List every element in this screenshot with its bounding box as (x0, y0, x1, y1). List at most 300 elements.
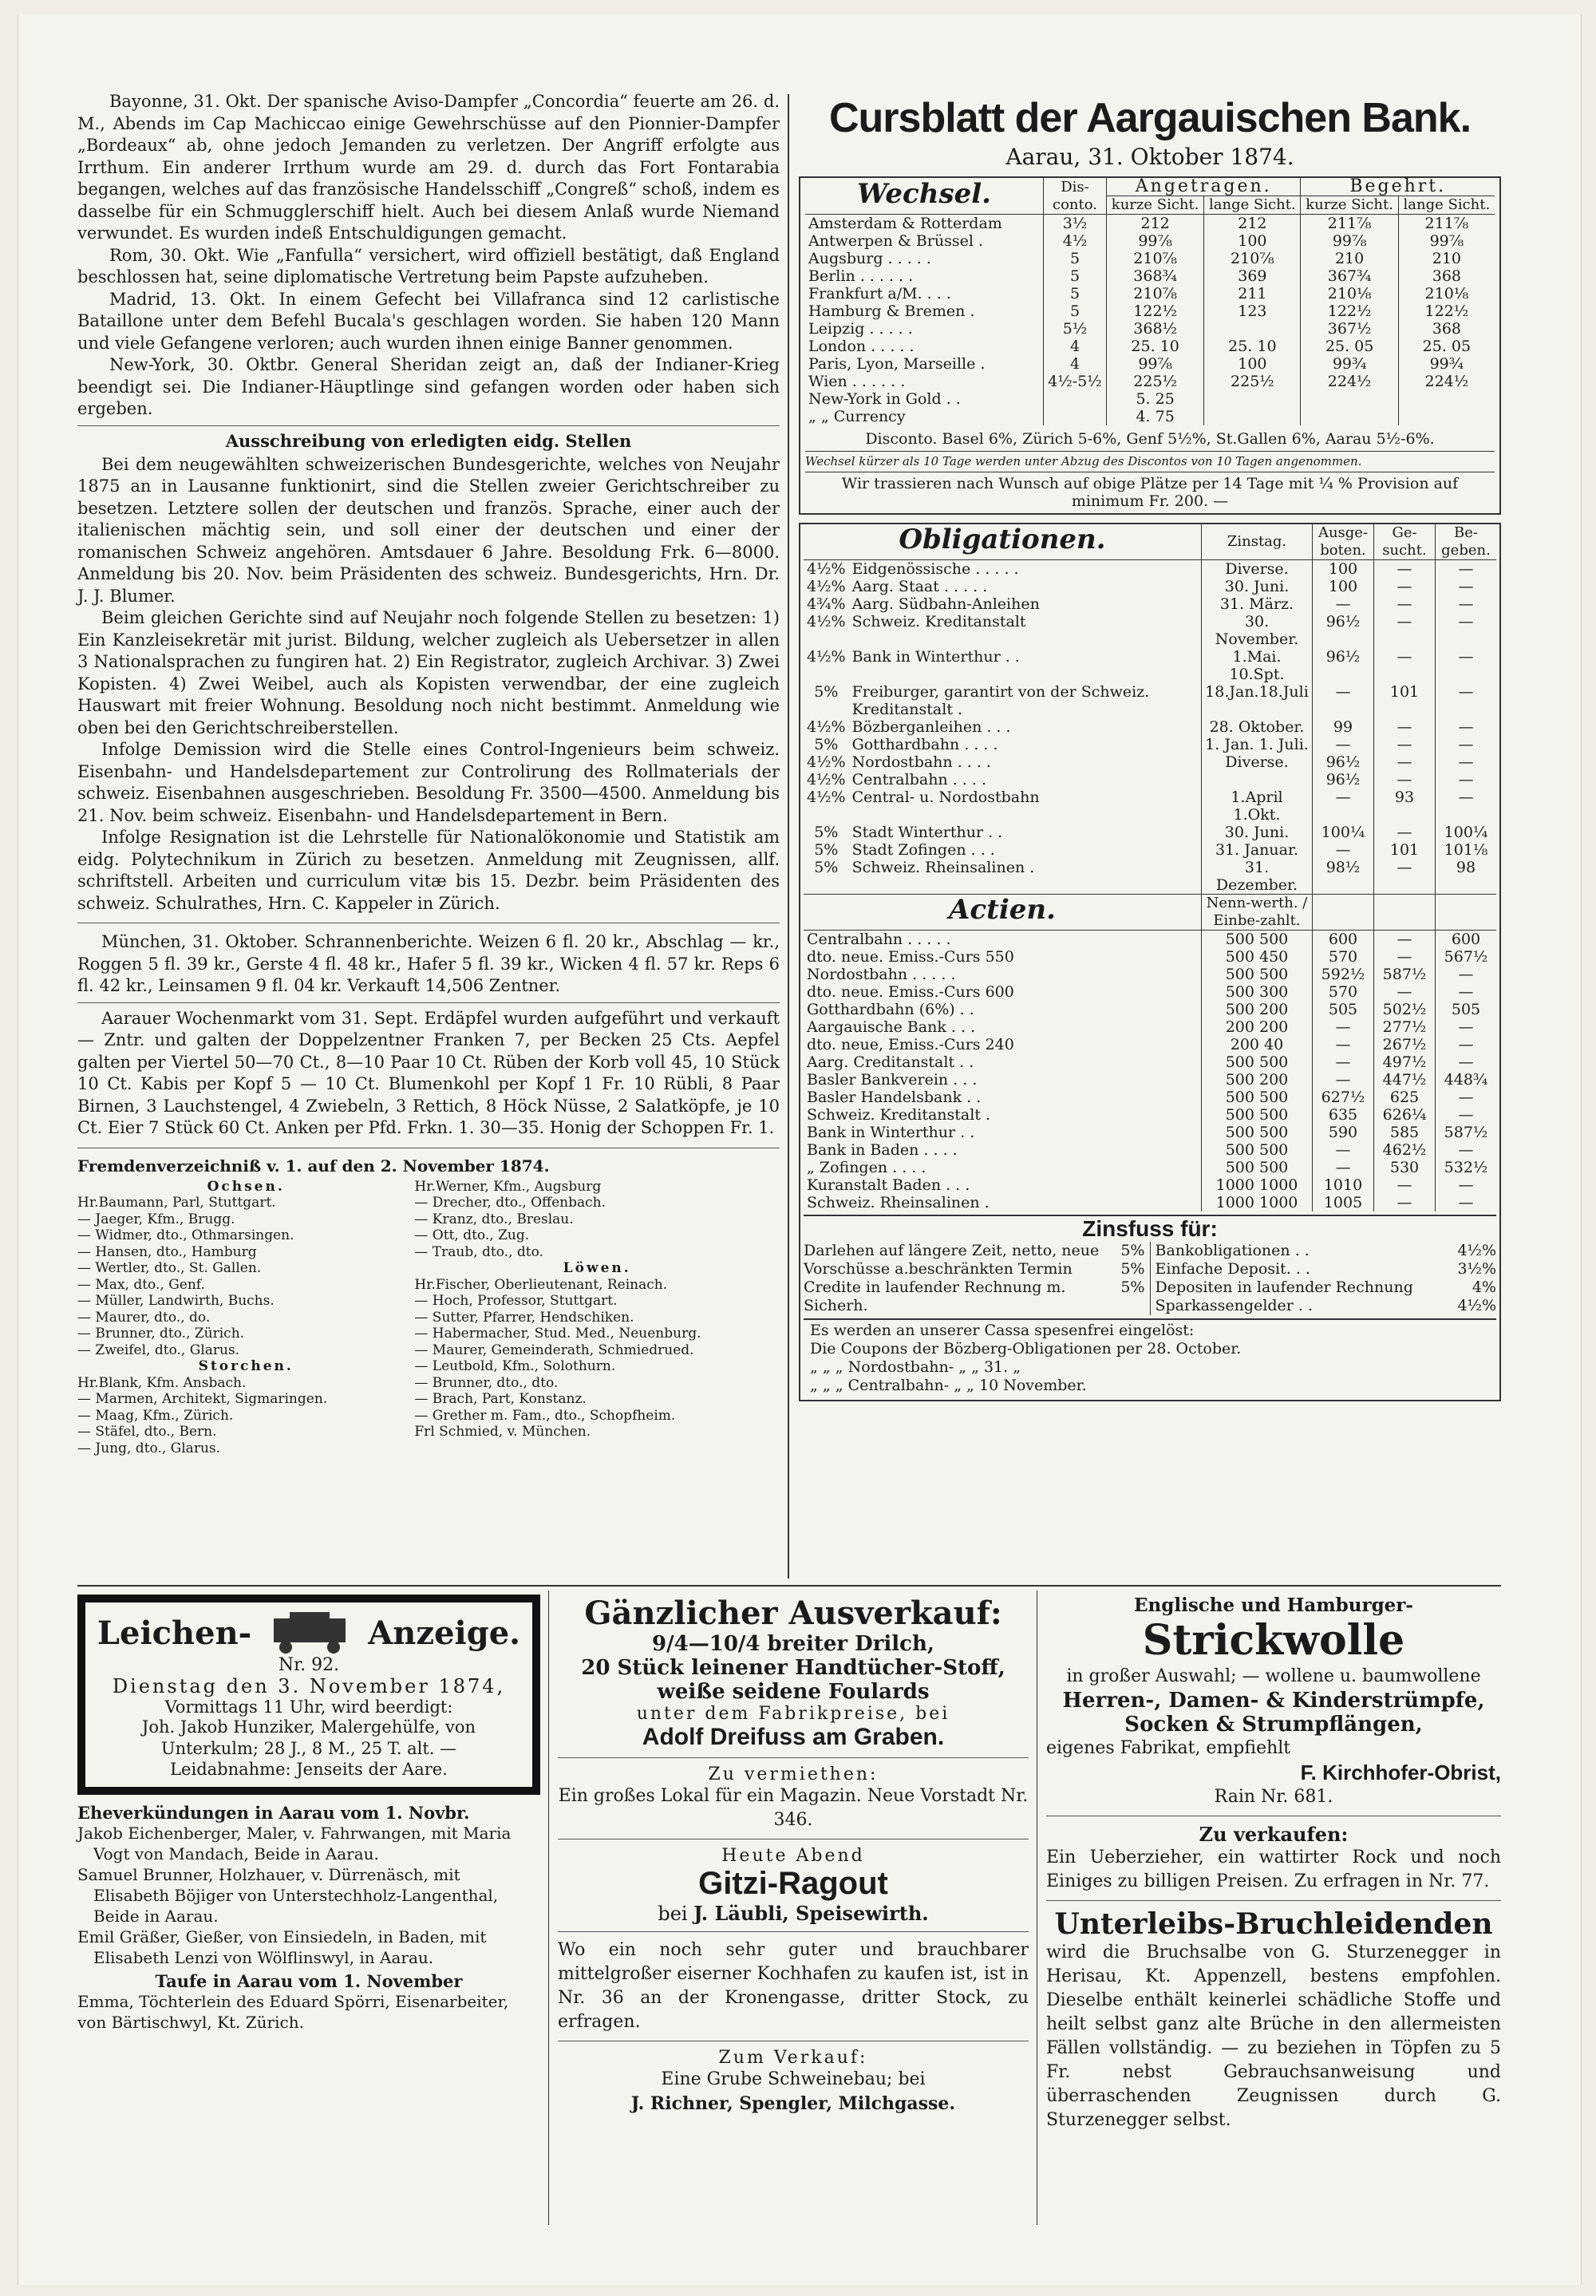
list-item: — Marmen, Architekt, Sigmaringen. (77, 1391, 328, 1407)
table-cell: — (1374, 1194, 1436, 1211)
ads-right (1046, 1595, 1501, 2132)
strick-line: Socken & Strumpflängen, (1124, 1713, 1423, 1737)
table-cell: 505 (1436, 1001, 1497, 1018)
fremden-left (77, 1179, 414, 1457)
table-cell: Aargauische Bank . . . (807, 1018, 976, 1036)
table-cell: 590 (1313, 1124, 1374, 1141)
cassa-line: Es werden an unserer Cassa spesenfrei eingelöst: (810, 1322, 1195, 1339)
table-row (805, 302, 1495, 320)
table-cell (1301, 390, 1398, 408)
bruch-text: wird die Bruchsalbe von G. Sturzenegger in Herisau, Kt. Appenzell, bestens empfohlen. Dieselbe enthält keinerlei schädliche Stoffe und heilt selbst ganz alte Brüche in den allermeisten Fällen vollständig. — zu beziehen in Töpfen zu 5 Fr. nebst Gebrauchsanweisung und überraschenden Zeugnissen durch G. Sturzenegger selbst. (1046, 1942, 1501, 2130)
table-row (804, 1018, 1496, 1036)
list-item: — Brunner, dto., Zürich. (77, 1326, 245, 1342)
list-item: — Brunner, dto., dto. (414, 1374, 559, 1391)
table-cell: 4 (1044, 338, 1107, 355)
table-cell: 497½ (1374, 1053, 1436, 1071)
table-cell: Amsterdam & Rotterdam (808, 215, 1002, 232)
table-cell: 502½ (1374, 1001, 1436, 1018)
gitzi-bei: bei (658, 1903, 688, 1925)
table-cell: 585 (1374, 1124, 1436, 1141)
table-cell: 4½% (807, 613, 846, 630)
ausverkauf-line: 20 Stück leinener Handtücher-Stoff, (581, 1656, 1005, 1680)
table-cell: — (1436, 966, 1497, 983)
table-cell: 101 (1374, 841, 1436, 859)
table-cell: — (1313, 1053, 1374, 1071)
table-cell: 1.April 1.Okt. (1202, 788, 1313, 824)
zumverkauf-title: Zum Verkauf: (718, 2048, 868, 2068)
ausverkauf-title: Gänzlicher Ausverkauf: (584, 1595, 1002, 1632)
table-cell: 267½ (1374, 1036, 1436, 1053)
table-cell: 25. 05 (1301, 338, 1398, 355)
table-cell: 5% (814, 859, 839, 876)
zumverkauf-text: Eine Grube Schweinebau; bei (661, 2069, 926, 2089)
table-cell: — (1374, 824, 1436, 841)
table-cell: — (1436, 771, 1497, 788)
zins-value: 4% (1472, 1278, 1496, 1296)
table-cell: 500 450 (1202, 948, 1313, 966)
table-cell: 3½ (1044, 215, 1107, 233)
list-item: — Stäfel, dto., Bern. (77, 1424, 217, 1440)
table-cell: 1.Mai. 10.Spt. (1202, 648, 1313, 683)
table-cell: — (1436, 560, 1497, 579)
list-item: — Widmer, dto., Othmarsingen. (77, 1227, 294, 1243)
table-cell: — (1436, 578, 1497, 595)
ausschreibung-p4: Infolge Resignation ist die Lehrstelle für Nationalökonomie und Statistik am eidg. Polytechnikum in Zürich zu besetzen. Anmeldung mit Zeugnissen, allf. schriftstell. Arbeiten und curriculum vitæ bis 15. Dezbr. beim Präsidenten des schweiz. Schulrathes, Hrn. C. Kappeler in Zürich. (77, 828, 780, 913)
newspaper-page (18, 14, 1582, 2285)
table-row (805, 232, 1495, 250)
table-cell: 99⅞ (1107, 232, 1204, 250)
table-cell: 1. Jan. 1. Juli. (1202, 736, 1313, 753)
list-item: — Habermacher, Stud. Med., Neuenburg. (414, 1326, 701, 1342)
table-cell: Schweiz. Kreditanstalt (851, 613, 1026, 630)
strick-line: in großer Auswahl; — wollene u. baumwollene (1066, 1666, 1481, 1686)
table-cell (1204, 408, 1301, 425)
gitzi-title: Gitzi-Ragout (698, 1866, 888, 1901)
table-cell: 277½ (1374, 1018, 1436, 1036)
table-cell: — (1313, 1141, 1374, 1159)
table-cell: Aarg. Südbahn-Anleihen (851, 595, 1040, 613)
ochsen-list (77, 1195, 414, 1358)
table-cell: 5. 25 (1107, 390, 1204, 408)
table-cell: 99 (1313, 718, 1374, 736)
table-cell: — (1313, 1036, 1374, 1053)
table-cell: — (1313, 788, 1374, 824)
table-cell: — (1374, 560, 1436, 579)
table-cell: 31. März. (1202, 595, 1313, 613)
table-row (804, 1176, 1496, 1194)
table-cell: 30. Juni. (1202, 578, 1313, 595)
table-cell: 101⅛ (1436, 841, 1497, 859)
table-cell: Nordostbahn . . . . . (807, 966, 956, 983)
table-cell: 96½ (1313, 771, 1374, 788)
ehever-title: Eheverkündungen in Aarau vom 1. Novbr. (77, 1803, 470, 1823)
table-cell: 210⅞ (1107, 250, 1204, 267)
disconto-line: Disconto. Basel 6%, Zürich 5-6%, Genf 5½%, St.Gallen 6%, Aarau 5½-6%. (865, 430, 1435, 448)
list-item: Frl Schmied, v. München. (414, 1424, 591, 1440)
table-cell: 100 (1313, 560, 1374, 579)
table-cell: 600 (1313, 931, 1374, 949)
table-row (804, 841, 1496, 859)
ausverkauf-line: 9/4—10/4 breiter Drilch, (652, 1632, 934, 1656)
table-cell: 4¾% (807, 595, 846, 613)
table-cell (1398, 390, 1495, 408)
table-cell: Aarg. Staat . . . . . (851, 578, 988, 595)
table-cell: 5% (814, 841, 839, 859)
table-cell: 587½ (1374, 966, 1436, 983)
table-cell: — (1436, 1036, 1497, 1053)
table-cell (1044, 408, 1107, 425)
column-divider (788, 94, 789, 1579)
leichen-nr: Nr. 92. (278, 1655, 340, 1675)
table-cell: 500 500 (1202, 1106, 1313, 1124)
leichen-name: Joh. Jakob Hunziker, Malergehülfe, von Unterkulm; 28 J., 8 M., 25 T. alt. — (141, 1717, 476, 1758)
ausverkauf-line: unter dem Fabrikpreise, bei (636, 1704, 950, 1724)
zins-value: 5% (1120, 1242, 1145, 1259)
table-cell: 5 (1044, 285, 1107, 302)
table-cell: 368 (1398, 320, 1495, 338)
table-cell: Bank in Winterthur . . (851, 648, 1020, 666)
table-cell: 592½ (1313, 966, 1374, 983)
table-row (804, 983, 1496, 1001)
table-row (804, 1071, 1496, 1089)
table-cell: 100 (1204, 232, 1301, 250)
gitzi-who: J. Läubli, Speisewirth. (693, 1902, 929, 1925)
table-cell: New-York in Gold . . (808, 390, 961, 408)
table-cell (1202, 771, 1313, 788)
hearse-icon (266, 1610, 354, 1655)
table-row (804, 1053, 1496, 1071)
ausschreibung-p3: Infolge Demission wird die Stelle eines Control-Ingenieurs beim schweiz. Eisenbahn- und Handelsdepartement zur Controlirung des Rollmaterials der schweiz. Eisenbahnen ausgeschrieben. Besoldung Fr. 3500—4500. Anmeldung bis 21. Nov. beim schweiz. Eisenbahn- und Handelsdepartement in Bern. (77, 740, 780, 825)
table-row (804, 1001, 1496, 1018)
table-cell: Stadt Zofingen . . . (851, 841, 995, 859)
wechsel-note: Wechsel kürzer als 10 Tage werden unter Abzug des Discontos von 10 Tagen angenommen. (805, 451, 1495, 468)
trassieren-note: Wir trassieren nach Wunsch auf obige Plätze per 14 Tage mit ¼ % Provision auf minimum Fr. 200. — (805, 472, 1495, 510)
table-row (804, 1106, 1496, 1124)
wechsel-table (805, 178, 1495, 425)
table-row (804, 1141, 1496, 1159)
table-cell (1398, 408, 1495, 425)
table-cell: — (1374, 718, 1436, 736)
list-item: — Drecher, dto., Offenbach. (414, 1195, 606, 1211)
table-cell: 96½ (1313, 613, 1374, 648)
list-item: Hr.Blank, Kfm. Ansbach. (77, 1374, 247, 1391)
table-cell: 211⅞ (1398, 215, 1495, 233)
table-row (804, 736, 1496, 753)
table-cell: 500 500 (1202, 931, 1313, 949)
zumverkauf-who: J. Richner, Spengler, Milchgasse. (630, 2093, 956, 2114)
table-row (804, 578, 1496, 595)
table-cell: London . . . . . (808, 338, 915, 355)
bruch-title: Unterleibs-Bruchleidenden (1054, 1907, 1493, 1941)
table-cell: Centralbahn . . . . (851, 771, 986, 788)
table-row (804, 948, 1496, 966)
table-row (804, 753, 1496, 771)
table-row (804, 1159, 1496, 1176)
taufe-title: Taufe in Aarau vom 1. November (155, 1971, 463, 1991)
vermiethen-text: Ein großes Lokal für ein Magazin. Neue Vorstadt Nr. 346. (558, 1786, 1029, 1830)
table-row (805, 390, 1495, 408)
table-cell: 4. 75 (1107, 408, 1204, 425)
list-item: — Jaeger, Kfm., Brugg. (77, 1211, 235, 1227)
table-row (804, 931, 1496, 949)
table-cell: 500 500 (1202, 966, 1313, 983)
table-cell: 369 (1204, 267, 1301, 285)
table-cell: 99⅞ (1398, 232, 1495, 250)
table-cell: 625 (1374, 1089, 1436, 1106)
table-cell: 224½ (1398, 373, 1495, 390)
table-cell: 225½ (1107, 373, 1204, 390)
cursblatt-title: Cursblatt der Aargauischen Bank. (828, 95, 1472, 141)
ausschreibung-p1: Bei dem neugewählten schweizerischen Bundesgerichte, welches von Neujahr 1875 an in Lausanne funktionirt, sind die Stellen zweier Gerichtschreiber zu besetzen. Letztere sollen der deutschen und französ. Sprache, einer auch der italienischen mächtig sein, und soll einer der deutschen und einer der romanischen Schweiz angehören. Amtsdauer 6 Jahre. Besoldung Frk. 6—8000. Anmeldung bis 20. Nov. beim Präsidenten des schweiz. Bundesgerichts, Hrn. Dr. J. J. Blumer. (77, 454, 780, 606)
table-cell: Basler Bankverein . . . (807, 1071, 978, 1089)
zins-left (804, 1242, 1151, 1315)
table-cell: — (1436, 788, 1497, 824)
table-cell: Freiburger, garantirt von der Schweiz. Kreditanstalt . (851, 683, 1150, 718)
table-cell: 122½ (1301, 302, 1398, 320)
begehrt-header: Begehrt. (1301, 178, 1495, 196)
table-cell: 25. 10 (1204, 338, 1301, 355)
vermiethen-title: Zu vermiethen: (708, 1764, 879, 1784)
cursblatt (799, 94, 1501, 1401)
table-row (804, 613, 1496, 648)
table-cell: „ Zofingen . . . . (807, 1159, 926, 1176)
table-cell: 4½% (807, 718, 846, 736)
table-cell: — (1436, 595, 1497, 613)
table-cell: 210⅛ (1398, 285, 1495, 302)
table-cell: 500 500 (1202, 1053, 1313, 1071)
table-cell: 100¼ (1436, 824, 1497, 841)
list-item: — Wertler, dto., St. Gallen. (77, 1260, 262, 1276)
news-bayonne: Bayonne, 31. Okt. Der spanische Aviso-Dampfer „Concordia“ feuerte am 26. d. M., Abends im Cap Machiccao einige Gewehrschüsse auf den Pionnier-Dampfer „Bordeaux“ ab, ohne jedoch Jemanden zu verletzen. Der Angriff erfolgte aus Irrthum. Ein anderer Irrthum wurde am 29. d. durch das Fort Fontarabia begangen, welches auf das französische Handelsschiff „Congreß“ schoß, indem es dasselbe für ein Schmugglerschiff hielt. Auch bei diesem Anlaß wurde Niemand verwundet. Es wurden indeß Entschuldigungen gemacht. (77, 92, 780, 243)
table-cell: 31. Dezember. (1202, 859, 1313, 895)
table-cell: 212 (1204, 215, 1301, 233)
table-cell: 210⅞ (1107, 285, 1204, 302)
table-cell: Schweiz. Kreditanstalt . (807, 1106, 991, 1124)
table-cell: 211 (1204, 285, 1301, 302)
table-cell: 500 500 (1202, 1089, 1313, 1106)
table-cell: 627½ (1313, 1089, 1374, 1106)
table-row (805, 215, 1495, 233)
angetragen-header: Angetragen. (1107, 178, 1301, 196)
table-cell: — (1436, 1194, 1497, 1211)
table-cell: 4½% (807, 753, 846, 771)
table-cell: 600 (1436, 931, 1497, 949)
table-cell: 99¾ (1301, 355, 1398, 373)
table-cell: 100¼ (1313, 824, 1374, 841)
table-cell: 99⅞ (1301, 232, 1398, 250)
table-cell: 122½ (1398, 302, 1495, 320)
table-cell: 99⅞ (1107, 355, 1204, 373)
table-row (805, 320, 1495, 338)
table-cell (1204, 320, 1301, 338)
table-cell: 101 (1374, 683, 1436, 718)
coupon-line: „ „ „ Centralbahn- „ „ 10 November. (810, 1377, 1087, 1394)
zins-label: Depositen in laufender Rechnung (1155, 1278, 1413, 1296)
table-cell: — (1374, 1176, 1436, 1194)
table-cell: — (1374, 983, 1436, 1001)
coupon-line: Die Coupons der Bözberg-Obligationen per 28. October. (810, 1340, 1242, 1357)
table-cell: 4½% (807, 771, 846, 788)
table-row (804, 1089, 1496, 1106)
table-cell: 1010 (1313, 1176, 1374, 1194)
table-cell: 462½ (1374, 1141, 1436, 1159)
table-cell: 25. 05 (1398, 338, 1495, 355)
news-madrid: Madrid, 13. Okt. In einem Gefecht bei Villafranca sind 12 carlistische Bataillone unter dem Befehl Bucala's geschlagen worden. Sie haben 120 Mann und viele Gefangene verloren; auch wurden ihnen einige Banner genommen. (77, 289, 780, 353)
table-cell: 505 (1313, 1001, 1374, 1018)
table-cell: 96½ (1313, 753, 1374, 771)
table-cell: Berlin . . . . . . (808, 267, 914, 285)
leichen-anzeige (77, 1595, 540, 1795)
zins-right (1151, 1242, 1497, 1315)
table-cell: — (1374, 648, 1436, 683)
ads-top-rule (77, 1585, 1501, 1587)
table-row (804, 683, 1496, 718)
table-cell: — (1313, 1159, 1374, 1176)
table-cell: dto. neue. Emiss.-Curs 600 (807, 983, 1014, 1001)
table-cell: 98 (1436, 859, 1497, 895)
wechsel-rows (805, 215, 1495, 426)
table-cell: 500 200 (1202, 1071, 1313, 1089)
table-cell: 1005 (1313, 1194, 1374, 1211)
table-cell: 210 (1398, 250, 1495, 267)
table-cell: — (1374, 948, 1436, 966)
table-cell: — (1436, 613, 1497, 648)
table-cell: Kuranstalt Baden . . . (807, 1176, 970, 1194)
zins-label: Credite in laufender Rechnung m. Sicherh. (804, 1278, 1066, 1314)
table-cell: 98½ (1313, 859, 1374, 895)
zins-value: 4½% (1457, 1242, 1496, 1259)
zins-label: Vorschüsse a.beschränkten Termin (804, 1260, 1073, 1278)
table-cell: — (1436, 683, 1497, 718)
table-cell: — (1436, 1106, 1497, 1124)
leichen-time: Vormittags 11 Uhr, wird beerdigt: (164, 1697, 453, 1717)
table-cell: Bank in Baden . . . . (807, 1141, 958, 1159)
table-cell: 626¼ (1374, 1106, 1436, 1124)
table-cell: 18.Jan.18.Juli (1202, 683, 1313, 718)
table-cell: Schweiz. Rheinsalinen . (851, 859, 1035, 876)
table-cell (1204, 390, 1301, 408)
table-cell: „ „ Currency (808, 408, 906, 425)
table-cell: 4½ (1044, 232, 1107, 250)
table-cell: 448¾ (1436, 1071, 1497, 1089)
table-row (805, 267, 1495, 285)
table-cell: 532½ (1436, 1159, 1497, 1176)
table-cell: Wien . . . . . . (808, 373, 906, 390)
table-row (805, 373, 1495, 390)
table-cell: — (1374, 595, 1436, 613)
table-cell: — (1436, 1053, 1497, 1071)
table-cell: — (1436, 736, 1497, 753)
list-item: — Sutter, Pfarrer, Hendschiken. (414, 1309, 634, 1326)
table-cell: 4½-5½ (1044, 373, 1107, 390)
table-cell: 5% (814, 683, 839, 701)
ausschreibung-title: Ausschreibung von erledigten eidg. Stellen (225, 430, 632, 451)
table-cell: 212 (1107, 215, 1204, 233)
table-cell: — (1374, 931, 1436, 949)
heute-abend: Heute Abend (721, 1846, 865, 1866)
ausverkauf-who: Adolf Dreifuss am Graben. (642, 1724, 945, 1750)
list-item: — Müller, Landwirth, Buchs. (77, 1293, 275, 1309)
zins-value: 5% (1120, 1278, 1145, 1296)
zins-value: 3½% (1457, 1260, 1496, 1278)
verkaufen-title: Zu verkaufen: (1199, 1823, 1349, 1846)
table-cell: 368½ (1107, 320, 1204, 338)
ehever-entry: Emil Gräßer, Gießer, von Einsiedeln, in Baden, mit Elisabeth Lenzi von Wölflinswyl, in Aarau. (77, 1927, 487, 1967)
table-cell: Stadt Winterthur . . (851, 824, 1003, 841)
table-row (805, 355, 1495, 373)
list-item: — Hoch, Professor, Stuttgart. (414, 1293, 618, 1309)
ausschreibung-p2: Beim gleichen Gerichte sind auf Neujahr noch folgende Stellen zu besetzen: 1) Ein Kanzleisekretär mit jurist. Bildung, welcher zugleich als Uebersetzer in allen 3 Nationalsprachen zu fungiren hat. 2) Ein Registrator, zugleich Archivar. 3) Zwei Kopisten. 4) Zwei Weibel, auch als Kopisten verwendbar, der eine zugleich Hauswart mit freier Wohnung. Besoldung noch nicht bestimmt. Anmeldung wie oben bei den Gerichtschreiberstellen. (77, 608, 780, 737)
table-cell: 587½ (1436, 1124, 1497, 1141)
ads-left (77, 1595, 540, 2033)
einbezahlt-label: Einbe-zahlt. (1213, 912, 1301, 929)
zins-label: Darlehen auf längere Zeit, netto, neue (804, 1242, 1100, 1259)
zins-label: Sparkassengelder . . (1155, 1297, 1314, 1314)
zins-label: Einfache Deposit. . . (1155, 1260, 1310, 1278)
zinstag-header: Zinstag. (1202, 524, 1313, 560)
strick-line: eigenes Fabrikat, empfiehlt (1046, 1738, 1291, 1758)
table-cell: — (1436, 648, 1497, 683)
list-item: — Grether m. Fam., dto., Schopfheim. (414, 1407, 676, 1424)
list-item: — Traub, dto., dto. (414, 1243, 543, 1260)
ausverkauf-line: weiße seidene Foulards (657, 1680, 930, 1704)
table-cell: — (1374, 736, 1436, 753)
table-row (804, 788, 1496, 824)
strick-addr: Rain Nr. 681. (1214, 1787, 1333, 1807)
leichen-title-2: Anzeige. (368, 1614, 521, 1652)
table-cell: 4½% (807, 788, 846, 806)
table-row (804, 1036, 1496, 1053)
table-cell (1044, 390, 1107, 408)
table-cell: Basler Handelsbank . . (807, 1089, 982, 1106)
table-cell: — (1374, 859, 1436, 895)
coupons-section (804, 1318, 1496, 1397)
table-cell: 500 200 (1202, 1001, 1313, 1018)
table-row (805, 408, 1495, 425)
table-cell: 4½% (807, 648, 846, 666)
kurze-header: kurze Sicht. (1301, 196, 1398, 215)
news-wochenmarkt: Aarauer Wochenmarkt vom 31. Sept. Erdäpfel wurden aufgeführt und verkauft — Zntr. und galten der Doppelzentner Franken 7, per Becken 25 Cts. Aepfel galten per Viertel 50—70 Ct., 8—10 Paar 10 Ct. Rüben der Korb voll 45, 10 Stück 10 Ct. Kabis per Kopf 5 — 10 Ct. Blumenkohl per Kopf 1 Fr. 10 Rübli, 8 Paar Birnen, 3 Lauchstengel, 4 Zwiebeln, 3 Rettich, 8 Höck Nüsse, 2 Salatköpfe, je 10 Ct. Eier 7 Stück 60 Ct. Anken per Pfd. Frkn. 1. 30—35. Honig der Schoppen Fr. 1. (77, 1008, 780, 1137)
list-item: — Maurer, Gemeinderath, Schmiedrued. (414, 1342, 694, 1358)
table-row (804, 718, 1496, 736)
news-muenchen: München, 31. Oktober. Schrannenberichte. Weizen 6 fl. 20 kr., Abschlag — kr., Roggen 5 fl. 39 kr., Gerste 4 fl. 48 kr., Hafer 5 fl. 39 kr., Wicken 4 fl. 57 kr. Reps 6 fl. 42 kr., Leinsamen 9 fl. 04 kr. Verkauft 14,506 Zentner. (77, 932, 780, 995)
list-item: Hr.Baumann, Parl, Stuttgart. (77, 1195, 276, 1211)
table-cell: 31. Januar. (1202, 841, 1313, 859)
table-cell: 500 500 (1202, 1124, 1313, 1141)
list-item: — Brach, Part, Konstanz. (414, 1391, 587, 1407)
table-cell: 122½ (1107, 302, 1204, 320)
ochsen-title: Ochsen. (207, 1178, 285, 1195)
table-cell: — (1374, 613, 1436, 648)
table-cell: 200 200 (1202, 1018, 1313, 1036)
strick-title: Strickwolle (1142, 1616, 1405, 1665)
list-item: — Maag, Kfm., Zürich. (77, 1407, 234, 1424)
table-cell: 225½ (1204, 373, 1301, 390)
table-cell: Eidgenössische . . . . . (851, 560, 1019, 578)
table-cell: — (1436, 1141, 1497, 1159)
list-item: — Jung, dto., Glarus. (77, 1440, 221, 1456)
table-cell: 635 (1313, 1106, 1374, 1124)
wechsel-box (799, 176, 1501, 515)
news-rom: Rom, 30. Okt. Wie „Fanfulla“ versichert, wird offiziell bestätigt, daß England beschlossen hat, seine diplomatische Vertretung beim Papste aufzuheben. (77, 245, 780, 287)
ads-middle (558, 1595, 1029, 2116)
list-item: — Maurer, dto., do. (77, 1309, 211, 1326)
table-cell: — (1313, 736, 1374, 753)
table-cell: 500 500 (1202, 1159, 1313, 1176)
table-cell: 30. November. (1202, 613, 1313, 648)
gesucht-header: Ge-sucht. (1374, 524, 1436, 560)
table-row (804, 648, 1496, 683)
